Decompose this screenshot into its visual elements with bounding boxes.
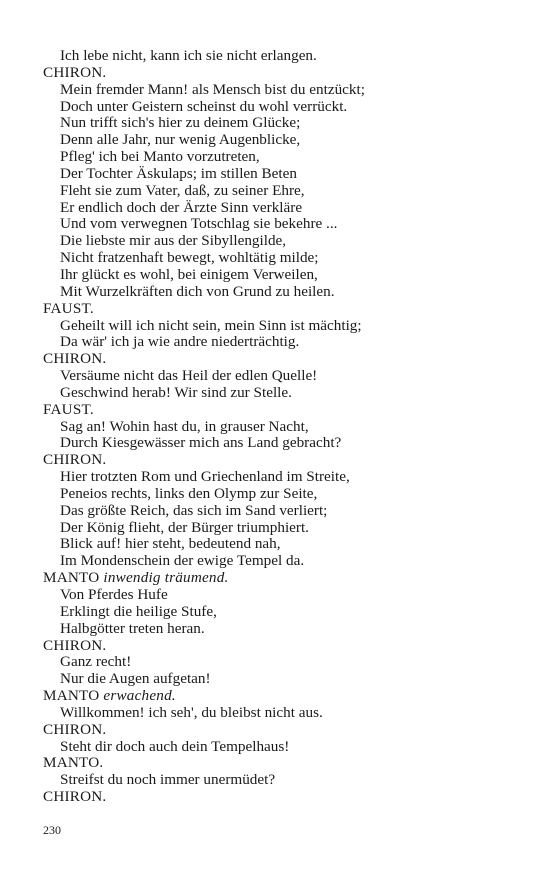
verse-line: [43, 115, 513, 132]
verse-line: [43, 200, 513, 217]
verse-line: [43, 318, 513, 335]
speaker-name: [43, 638, 513, 655]
verse-text: Mein fremder Mann! als Mensch bist du entzückt;: [60, 80, 365, 98]
stage-direction: erwachend.: [103, 687, 176, 705]
speaker-label: CHIRON.: [43, 636, 107, 654]
verse-text: Hier trotzten Rom und Griechenland im Streite,: [60, 468, 350, 486]
verse-line: [43, 739, 513, 756]
verse-line: [43, 284, 513, 301]
speaker-name: [43, 301, 513, 318]
verse-text: Steht dir doch auch dein Tempelhaus!: [60, 737, 290, 755]
speaker-label: FAUST.: [43, 400, 94, 418]
verse-text: Blick auf! hier steht, bedeutend nah,: [60, 535, 281, 553]
verse-text: Nur die Augen aufgetan!: [60, 670, 211, 688]
speaker-name: [43, 688, 513, 705]
speaker-name: [43, 351, 513, 368]
speaker-name: [43, 789, 513, 806]
speaker-label: CHIRON.: [43, 451, 107, 469]
speaker-label: CHIRON.: [43, 350, 107, 368]
verse-line: [43, 536, 513, 553]
verse-text: Im Mondenschein der ewige Tempel da.: [60, 552, 305, 570]
verse-line: [43, 772, 513, 789]
verse-text: Da wär' ich ja wie andre niederträchtig.: [60, 333, 300, 351]
verse-line: [43, 587, 513, 604]
verse-text: Versäume nicht das Heil der edlen Quelle!: [60, 367, 318, 385]
verse-line: [43, 233, 513, 250]
stage-direction: inwendig träumend.: [103, 569, 229, 587]
speaker-name: [43, 402, 513, 419]
speaker-label: CHIRON.: [43, 63, 107, 81]
verse-line: [43, 435, 513, 452]
verse-text: Nun trifft sich's hier zu deinem Glücke;: [60, 114, 301, 132]
verse-line: [43, 149, 513, 166]
verse-text: Streifst du noch immer unermüdet?: [60, 771, 276, 789]
verse-line: [43, 267, 513, 284]
verse-line: [43, 705, 513, 722]
page-number: 230: [43, 823, 61, 837]
verse-text: Geschwind herab! Wir sind zur Stelle.: [60, 383, 292, 401]
verse-text: Er endlich doch der Ärzte Sinn verkläre: [60, 198, 303, 216]
speaker-name: [43, 65, 513, 82]
verse-line: [43, 671, 513, 688]
speaker-label: CHIRON.: [43, 720, 107, 738]
verse-text: Mit Wurzelkräften dich von Grund zu heilen.: [60, 282, 335, 300]
verse-text: Fleht sie zum Vater, daß, zu seiner Ehre,: [60, 181, 305, 199]
verse-text: Willkommen! ich seh', du bleibst nicht aus.: [60, 703, 323, 721]
verse-line: [43, 469, 513, 486]
verse-text: Der Tochter Äskulaps; im stillen Beten: [60, 164, 297, 182]
verse-text: Der König flieht, der Bürger triumphiert.: [60, 518, 309, 536]
verse-text: Und vom verwegnen Totschlag sie bekehre ...: [60, 215, 338, 233]
verse-text: Ich lebe nicht, kann ich sie nicht erlangen.: [60, 47, 317, 64]
verse-text: Das größte Reich, das sich im Sand verliert;: [60, 501, 328, 519]
speaker-label: MANTO: [43, 569, 100, 587]
verse-line: [43, 216, 513, 233]
verse-text: Geheilt will ich nicht sein, mein Sinn ist mächtig;: [60, 316, 362, 334]
speaker-name: [43, 570, 513, 587]
verse-text: Von Pferdes Hufe: [60, 586, 168, 603]
verse-line: [43, 654, 513, 671]
verse-text: Durch Kiesgewässer mich ans Land gebracht?: [60, 434, 342, 452]
verse-line: [43, 486, 513, 503]
verse-line: [43, 99, 513, 116]
speaker-label: MANTO: [43, 687, 100, 705]
verse-line: [43, 334, 513, 351]
verse-text: Die liebste mir aus der Sibyllengilde,: [60, 232, 287, 250]
verse-line: [43, 166, 513, 183]
verse-text: Sag an! Wohin hast du, in grauser Nacht,: [60, 417, 309, 435]
verse-text: Halbgötter treten heran.: [60, 619, 205, 637]
verse-text: Doch unter Geistern scheinst du wohl verrückt.: [60, 97, 348, 115]
speaker-name: [43, 722, 513, 739]
verse-line: [43, 132, 513, 149]
speaker-name: [43, 452, 513, 469]
verse-text: Ganz recht!: [60, 653, 132, 671]
speaker-label: CHIRON.: [43, 788, 107, 806]
verse-line: [43, 250, 513, 267]
speaker-name: [43, 755, 513, 772]
verse-line: [43, 520, 513, 537]
verse-text: Pfleg' ich bei Manto vorzutreten,: [60, 148, 260, 166]
speaker-label: MANTO.: [43, 754, 104, 772]
verse-line: [43, 368, 513, 385]
verse-line: [43, 419, 513, 436]
verse-text: Erklingt die heilige Stufe,: [60, 602, 217, 620]
verse-line: [43, 503, 513, 520]
verse-line: [43, 553, 513, 570]
verse-text: Peneios rechts, links den Olymp zur Seite,: [60, 484, 318, 502]
speaker-label: FAUST.: [43, 299, 94, 317]
drama-text: [43, 48, 513, 806]
verse-line: [43, 48, 513, 65]
verse-line: [43, 385, 513, 402]
verse-line: [43, 183, 513, 200]
verse-text: Ihr glückt es wohl, bei einigem Verweilen,: [60, 265, 318, 283]
verse-line: [43, 82, 513, 99]
verse-text: Nicht fratzenhaft bewegt, wohltätig milde;: [60, 249, 319, 267]
verse-text: Denn alle Jahr, nur wenig Augenblicke,: [60, 131, 301, 149]
verse-line: [43, 604, 513, 621]
verse-line: [43, 621, 513, 638]
